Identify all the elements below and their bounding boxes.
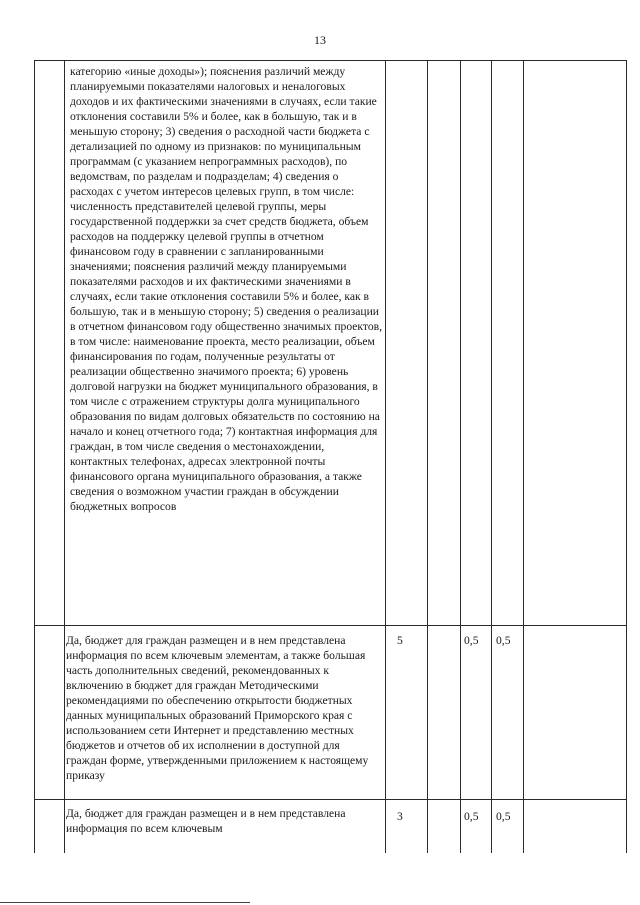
table-row-text: Да, бюджет для граждан размещен и в нем представлена информация по всем ключевым: [66, 807, 346, 835]
score-cell: 5: [397, 634, 403, 647]
coefficient-b-cell: 0,5: [496, 634, 511, 647]
coefficient-a-cell: 0,5: [464, 634, 479, 647]
page-number: 13: [314, 33, 326, 47]
column-divider: [64, 60, 65, 853]
table-row-text: категорию «иные доходы»); пояснения различий между планируемыми показателями налоговых и неналоговых доходов и их фактическими значениями в случаях, если такие отклонения составили 5% и более, как в большую, так и в меньшую сторону; 3) сведения о расходной части бюджета с детализацией по одному из признаков: по муниципальным программам (с указанием непрограммных расходов), по ведомствам, по разделам и подразделам; 4) сведения о расходах с учетом интересов целевых групп, в том числе: численность представителей целевой группы, меры государственной поддержки за счет средств бюджета, объем расходов на поддержку целевой группы в отчетном финансовом году в сравнении с запланированными значениями; пояснения различий между планируемыми показателями расходов и их фактическими значениями в случаях, если такие отклонения составили 5% и более, как в большую, так и в меньшую сторону; 5) сведения о реализации в отчетном финансовом году общественно значимых проектов, в том числе: наименование проекта, место реализации, объем финансирования по годам, полученные результаты от реализации общественно значимого проекта; 6) уровень долговой нагрузки на бюджет муниципального образования, в том числе с отражением структуры долга муниципального образования по видам долговых обязательств по состоянию на начало и конец отчетного года; 7) контактная информация для граждан, в том числе сведения о местонахождении, контактных телефонах, адресах электронной почты финансового органа муниципального образования, а также сведения о возможном участии граждан в обсуждении бюджетных вопросов: [70, 65, 382, 513]
column-divider: [523, 60, 524, 853]
column-divider: [491, 60, 492, 853]
table-border-right: [626, 60, 627, 853]
row-divider: [34, 799, 627, 800]
column-divider: [427, 60, 428, 853]
coefficient-a-cell: 0,5: [464, 810, 479, 823]
coefficient-b-cell: 0,5: [496, 810, 511, 823]
table-border-top: [34, 60, 627, 61]
row-divider: [34, 625, 627, 626]
column-divider: [460, 60, 461, 853]
footer-rule: [0, 902, 250, 903]
table-row-text: Да, бюджет для граждан размещен и в нем представлена информация по всем ключевым элементам, а также большая часть дополнительных сведений, рекомендованных к включению в бюджет для граждан Методическими рекомендациями по обеспечению открытости бюджетных данных муниципальных образований Приморского края с использованием сети Интернет и представлению местных бюджетов и отчетов об их исполнении в доступной для граждан форме, утвержденными приложением к настоящему приказу: [66, 634, 369, 782]
column-divider: [385, 60, 386, 853]
criteria-table: [34, 60, 627, 853]
score-cell: 3: [397, 810, 403, 823]
table-border-left: [34, 60, 35, 853]
